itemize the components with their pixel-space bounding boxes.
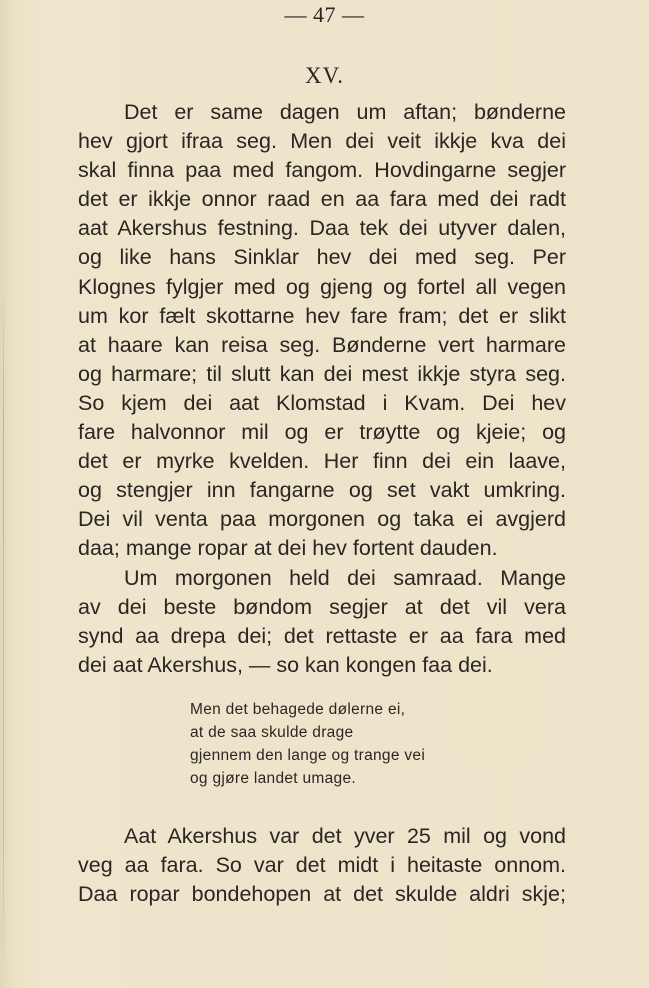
text-line: det er ikkje onnor raad en aa fara med dei radt <box>78 187 566 212</box>
text-line: og harmare; til slutt kan dei mest ikkje styra seg. <box>78 361 566 386</box>
text-line: daa; mange ropar at dei hev fortent dauden. <box>78 536 498 561</box>
chapter-heading: XV. <box>304 63 344 88</box>
text-line: at haare kan reisa seg. Bønderne vert harmare <box>78 332 566 357</box>
verse-line: gjennem den lange og trange vei <box>190 747 426 764</box>
text-line: veg aa fara. So var det midt i heitaste onnom. <box>78 853 566 878</box>
text-line: um kor fælt skottarne hev fare fram; det er slikt <box>78 303 566 328</box>
continued-text <box>78 822 566 909</box>
text-line: Det er same dagen um aftan; bønderne <box>124 100 566 124</box>
text-line: hev gjort ifraa seg. Men dei veit ikkje kva dei <box>78 129 566 154</box>
text-line: Klognes fylgjer med og gjeng og fortel all vegen <box>78 274 566 299</box>
text-line: synd aa drepa dei; det rettaste er aa fara med <box>78 623 566 648</box>
text-line: Dei vil venta paa morgonen og taka ei avgjerd <box>78 507 566 532</box>
verse-line: at de saa skulde drage <box>190 724 354 741</box>
binding-edge <box>3 280 4 980</box>
verse-line: og gjøre landet umage. <box>190 770 357 787</box>
page-number: — 47 — <box>284 2 365 27</box>
text-line: av dei beste bøndom segjer at det vil vera <box>78 594 566 619</box>
text-line: Um morgonen held dei samraad. Mange <box>124 565 566 590</box>
text-line: det er myrke kvelden. Her finn dei ein laave, <box>78 449 566 474</box>
verse-line: Men det behagede dølerne ei, <box>190 701 406 718</box>
text-line: So kjem dei aat Klomstad i Kvam. Dei hev <box>78 390 566 415</box>
text-line: Aat Akershus var det yver 25 mil og vond <box>124 824 566 848</box>
text-line: fare halvonnor mil og er trøytte og kjeie; og <box>78 420 566 445</box>
text-line: aat Akershus festning. Daa tek dei utyver dalen, <box>78 216 566 241</box>
main-text <box>78 98 566 680</box>
text-line: og like hans Sinklar hev dei med seg. Per <box>78 245 566 270</box>
verse-quote <box>190 698 425 790</box>
text-line: skal finna paa med fangom. Hovdingarne segjer <box>78 158 566 183</box>
text-line: dei aat Akershus, — so kan kongen faa dei. <box>78 652 493 677</box>
text-line: Daa ropar bondehopen at det skulde aldri skje; <box>78 882 566 907</box>
text-line: og stengjer inn fangarne og set vakt umkring. <box>78 478 566 503</box>
